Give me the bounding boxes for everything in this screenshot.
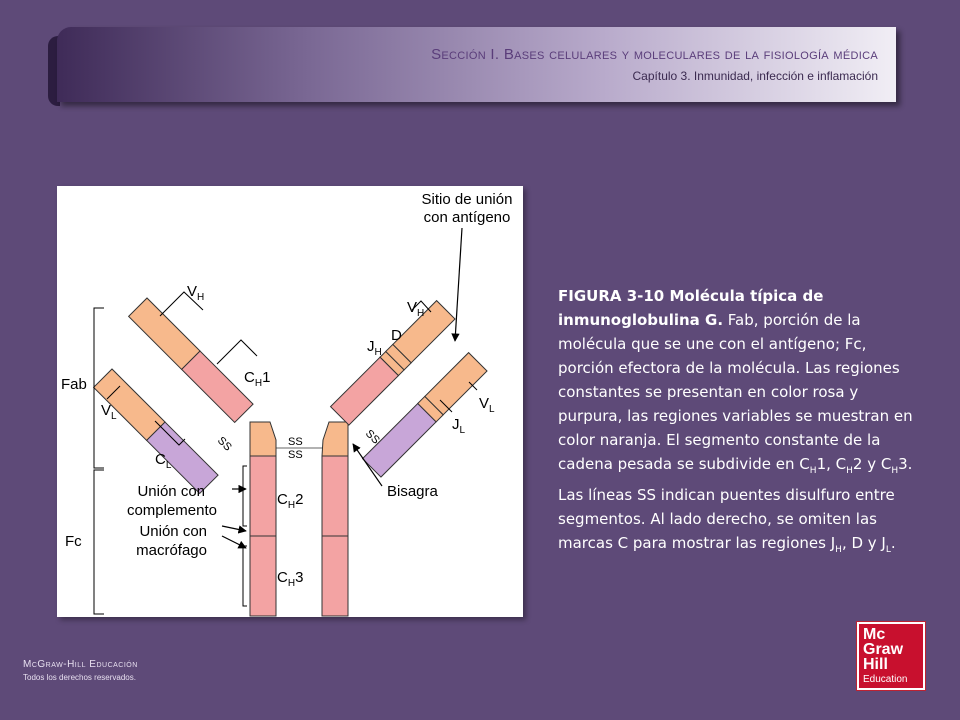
fc-bracket [94, 470, 104, 614]
fab-label: Fab [61, 376, 87, 393]
vh-right-label: $V_H$ [407, 299, 425, 319]
caption-text-3: 2 y C [852, 455, 892, 473]
vl-left-label: $V_L$ [101, 402, 117, 422]
caption-sub-4: H [835, 545, 842, 555]
ch2-label: $C_H2$ [277, 491, 304, 511]
vh-left-label: $V_H$ [187, 283, 205, 303]
immunoglobulin-diagram [57, 186, 523, 617]
complemento-label-1: Unión con [137, 483, 205, 500]
publisher-block [23, 659, 138, 682]
publisher-name: McGraw-Hill Educación [23, 659, 138, 670]
caption-text-5: , D y J [841, 534, 886, 552]
ch1-left-segment [182, 351, 253, 422]
antigen-site-label-2: con antígeno [423, 209, 511, 226]
caption-sub-1: H [809, 466, 817, 476]
ch3-right-segment [322, 536, 348, 616]
ss-center-label-1: SS [288, 436, 303, 448]
figure-panel [57, 186, 523, 617]
logo-line-3: Hill [863, 656, 888, 673]
ss-left-label: SS [214, 434, 234, 454]
macrofago-label-1: Unión con [139, 523, 207, 540]
caption-text-1: Fab, porción de la molécula que se une con el antígeno; Fc, porción efectora de la molécula. Las regiones constantes se presentan en color rosa y purpura, las regiones variables se muestran en color naranja. El segmento constante de la cadena pesada se subdivide en C [558, 311, 913, 473]
caption-sub-2: H [846, 466, 853, 476]
hinge-right [322, 422, 348, 456]
vl-right-label: $V_L$ [479, 395, 495, 415]
ch3-label: $C_H3$ [277, 569, 304, 589]
vh-left-segment [129, 298, 200, 369]
caption-text-2: 1, C [816, 455, 847, 473]
jl-right-label: $J_L$ [452, 416, 466, 436]
antigen-site-arrow [455, 228, 462, 341]
ch2-bracket [243, 466, 247, 526]
caption-sub-5: L [885, 545, 891, 555]
hinge-left [250, 422, 276, 456]
figure-caption [558, 284, 923, 562]
ss-right-label: SS [362, 427, 382, 447]
ch2-left-segment [250, 456, 276, 536]
bisagra-label: Bisagra [387, 483, 438, 500]
caption-text-4: 3. Las líneas SS indican puentes disulfuro entre segmentos. Al lado derecho, se omiten las marcas C para mostrar las regiones J [558, 455, 913, 552]
logo-line-2: Graw [863, 641, 904, 658]
ss-center-label-2: SS [288, 449, 303, 461]
chapter-title: Capítulo 3. Inmunidad, infección e inflamación [632, 69, 878, 83]
logo-line-1: Mc [863, 626, 886, 643]
cl-left-label: $C_L$ [155, 451, 172, 471]
ch1-left-bracket [217, 340, 257, 364]
macrofago-label-2: macrófago [136, 542, 207, 559]
ch1-right-segment [331, 357, 399, 425]
ch3-left-segment [250, 536, 276, 616]
caption-text-6: . [890, 534, 896, 552]
section-title: Sección I. Bases celulares y moleculares de la fisiología médica [431, 46, 878, 63]
caption-title: FIGURA 3-10 Molécula típica de inmunoglobulina G. [558, 287, 824, 329]
ch2-right-segment [322, 456, 348, 536]
antigen-site-label: Sitio de unión [421, 191, 513, 208]
complemento-label-2: complemento [126, 502, 217, 519]
header-banner [57, 27, 896, 102]
macrofago-arrow-2 [222, 536, 246, 548]
logo-line-4: Education [863, 674, 908, 685]
fc-label: Fc [65, 533, 82, 550]
ch3-bracket [243, 546, 247, 606]
rights-notice: Todos los derechos reservados. [23, 673, 136, 682]
jh-right-label: $J_H$ [367, 338, 382, 358]
d-right-label: D [391, 327, 402, 344]
caption-sub-3: H [891, 466, 899, 476]
macrofago-arrow-1 [222, 526, 246, 531]
mcgraw-hill-logo [857, 622, 925, 690]
ch1-left-label: $C_H1$ [244, 369, 271, 389]
